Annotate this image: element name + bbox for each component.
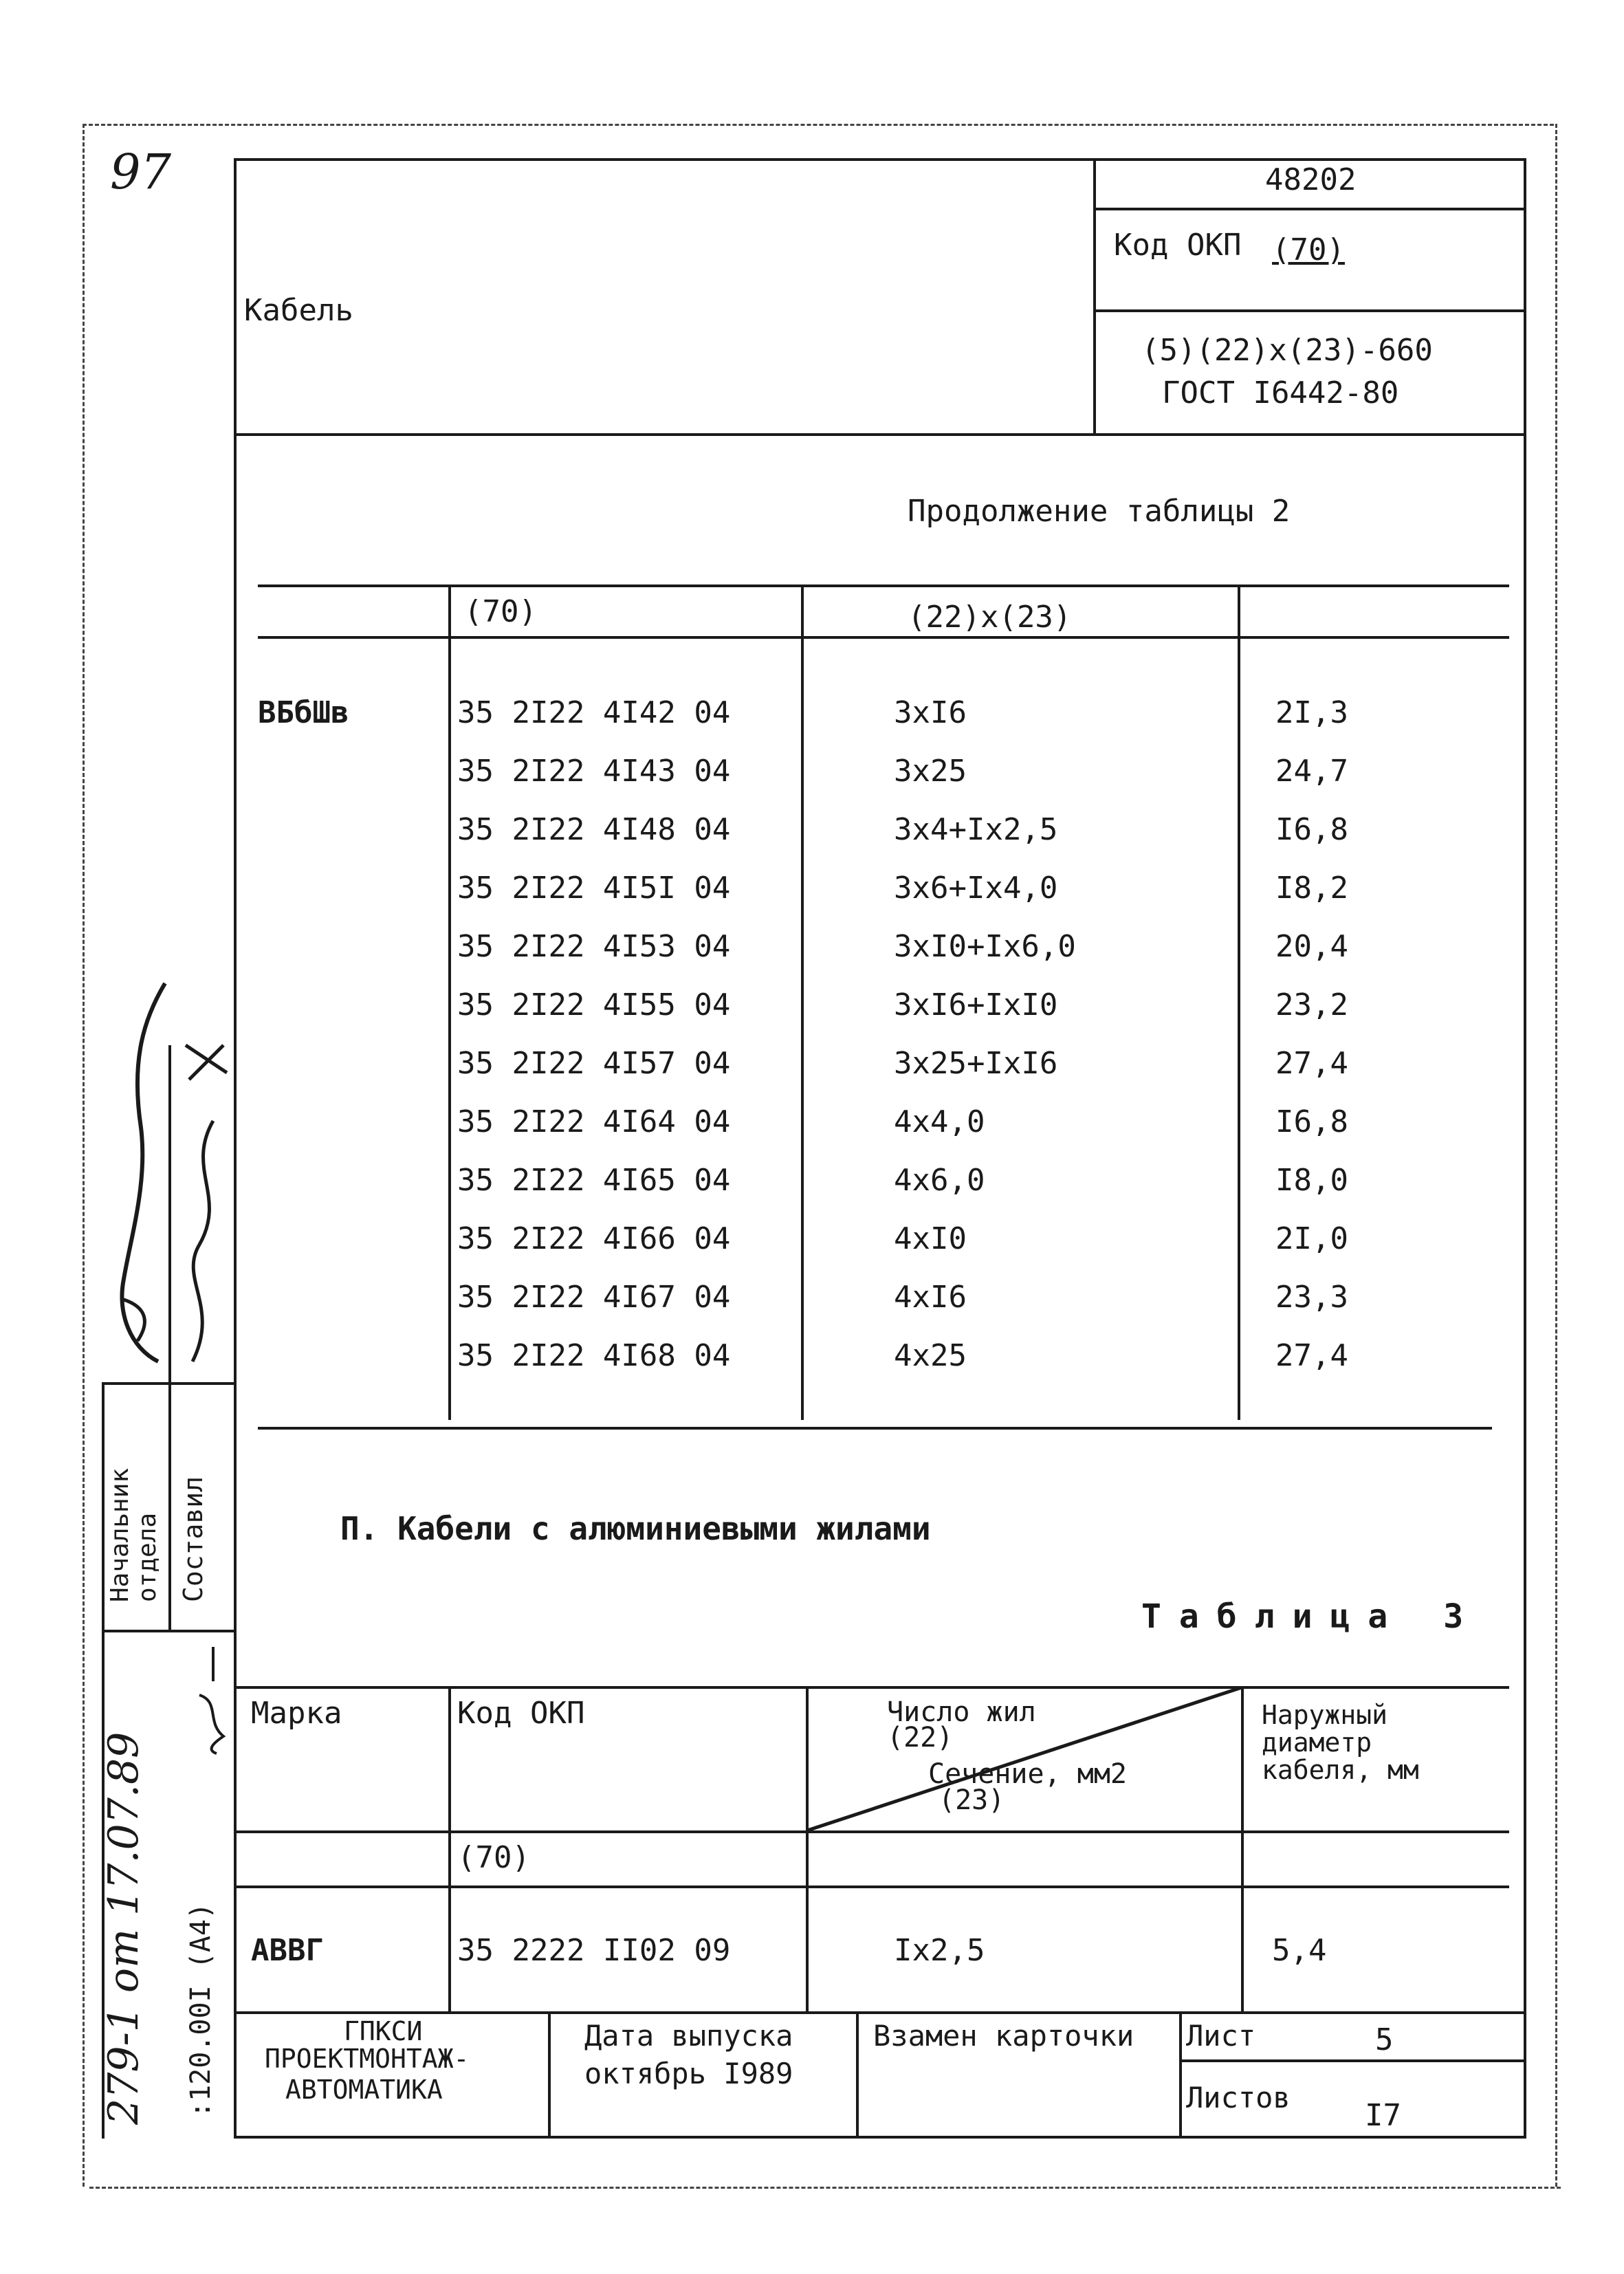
signature-composed (172, 1018, 237, 1375)
release-date: октябрь I989 (584, 2057, 793, 2090)
table2-cell-diameter: I6,8 (1275, 1104, 1348, 1139)
table3-header-cores-code: (22) (887, 1722, 954, 1753)
table2-cell-code: 35 2I22 4I55 04 (457, 987, 731, 1023)
table2-cell-section: 4x4,0 (894, 1104, 985, 1139)
signature-small (193, 1640, 234, 1757)
table2-cell-code: 35 2I22 4I66 04 (457, 1221, 731, 1256)
table2-cell-section: 3xI6 (894, 695, 967, 730)
sheet-value: 5 (1375, 2022, 1394, 2057)
table3-header-diameter-2: диаметр (1262, 1727, 1372, 1758)
table2-cell-code: 35 2I22 4I67 04 (457, 1280, 731, 1315)
okp-value: (70) (1272, 232, 1345, 267)
table2-cell-diameter: 2I,3 (1275, 695, 1348, 730)
table2-cell-section: 4x6,0 (894, 1163, 985, 1198)
table2-cell-diameter: I6,8 (1275, 812, 1348, 847)
sheet-label: Лист (1186, 2019, 1256, 2053)
table2-brand: ВБбШв (258, 695, 349, 730)
table2-cell-section: 3xI0+Ix6,0 (894, 929, 1076, 964)
table3-header-section-code: (23) (939, 1784, 1005, 1816)
handwritten-note: 279-1 от 17.07.89 (100, 1731, 148, 2125)
table2-cell-section: 3x25 (894, 754, 967, 789)
table3-header-diameter-1: Наружный (1262, 1700, 1388, 1730)
table3-row-section: Ix2,5 (894, 1933, 985, 1968)
table3-row-code: 35 2222 II02 09 (457, 1933, 731, 1968)
table2-cell-code: 35 2I22 4I43 04 (457, 754, 731, 789)
table3-header-okp: Код ОКП (457, 1696, 585, 1731)
table2-cell-section: 3x6+Ix4,0 (894, 871, 1058, 906)
table2-cell-section: 3x4+Ix2,5 (894, 812, 1058, 847)
spec-line-1: (5)(22)x(23)-660 (1141, 333, 1433, 368)
table2-cell-section: 4x25 (894, 1338, 967, 1373)
table2-cell-code: 35 2I22 4I64 04 (457, 1104, 731, 1139)
table2-cell-code: 35 2I22 4I53 04 (457, 929, 731, 964)
table3-subheader: (70) (457, 1840, 530, 1875)
table2-cell-diameter: I8,0 (1275, 1163, 1348, 1198)
table3-label: Таблица 3 (1141, 1597, 1482, 1636)
org-line-2: ПРОЕКТМОНТАЖ- (265, 2044, 470, 2074)
org-line-1: ГПКСИ (344, 2016, 423, 2046)
table2-cell-section: 4xI0 (894, 1221, 967, 1256)
table2-cell-diameter: 23,3 (1275, 1280, 1348, 1315)
spec-line-2: ГОСТ I6442-80 (1162, 375, 1399, 411)
table2-cell-section: 3xI6+IxI0 (894, 987, 1058, 1023)
header-title: Кабель (244, 293, 353, 328)
table2-cell-code: 35 2I22 4I5I 04 (457, 871, 731, 906)
table2-cell-diameter: 27,4 (1275, 1046, 1348, 1081)
continuation-label: Продолжение таблицы 2 (908, 494, 1291, 529)
table2-header-okp: (70) (464, 594, 537, 629)
replace-label: Взамен карточки (873, 2019, 1134, 2053)
table2-cell-code: 35 2I22 4I48 04 (457, 812, 731, 847)
table3-header-cores: Число жил (887, 1696, 1036, 1728)
table3-header-brand: Марка (251, 1696, 342, 1731)
table2-cell-diameter: I8,2 (1275, 871, 1348, 906)
table2-cell-diameter: 23,2 (1275, 987, 1348, 1023)
release-label: Дата выпуска (584, 2019, 793, 2053)
sheets-label: Листов (1186, 2081, 1291, 2114)
table3-row-brand: АВВГ (251, 1933, 324, 1968)
table2-cell-code: 35 2I22 4I42 04 (457, 695, 731, 730)
table3-header-diameter-3: кабеля, мм (1262, 1755, 1419, 1785)
table2-cell-code: 35 2I22 4I65 04 (457, 1163, 731, 1198)
table3-row-diameter: 5,4 (1272, 1933, 1327, 1968)
table2-cell-code: 35 2I22 4I68 04 (457, 1338, 731, 1373)
table2-header-section: (22)x(23) (908, 600, 1072, 635)
table2-cell-diameter: 27,4 (1275, 1338, 1348, 1373)
sheets-value: I7 (1365, 2098, 1401, 2133)
org-line-3: АВТОМАТИКА (285, 2075, 443, 2105)
page-number: 97 (110, 144, 172, 200)
table2-cell-diameter: 20,4 (1275, 929, 1348, 964)
table2-cell-section: 3x25+IxI6 (894, 1046, 1058, 1081)
table2-cell-diameter: 24,7 (1275, 754, 1348, 789)
signature-head (103, 976, 172, 1375)
table2-cell-diameter: 2I,0 (1275, 1221, 1348, 1256)
composed-label: Составил (178, 1476, 208, 1602)
head-label: Начальник отдела (106, 1467, 162, 1602)
okp-label: Код ОКП (1114, 228, 1242, 263)
table2-cell-section: 4xI6 (894, 1280, 967, 1315)
doc-code: :120.00I (A4) (185, 1902, 217, 2118)
table2-cell-code: 35 2I22 4I57 04 (457, 1046, 731, 1081)
table3-header-section: Сечение, мм2 (928, 1758, 1127, 1790)
section-heading: П. Кабели с алюминиевыми жилами (340, 1510, 931, 1547)
code-number: 48202 (1265, 162, 1357, 197)
